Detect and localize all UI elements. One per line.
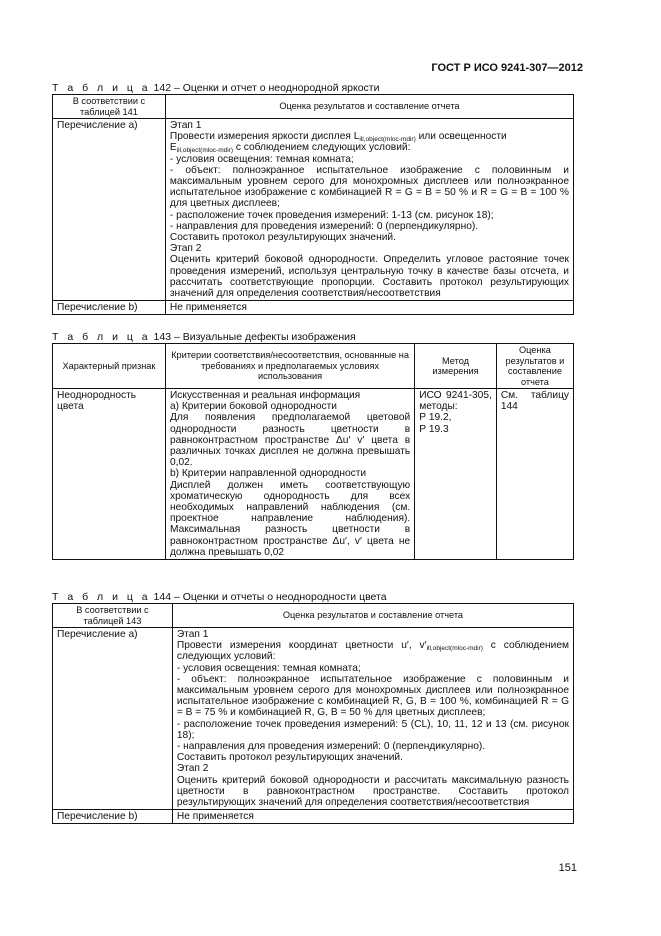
table-row bbox=[53, 119, 574, 301]
stage-label: Этап 2 bbox=[176, 763, 209, 775]
header-cell-criteria: Критерии соответствия/несоответствия, основанные на требованиях и предполагаемых условиях использования bbox=[165, 344, 414, 389]
table-header-row bbox=[53, 604, 574, 628]
text-line: Оценить критерий боковой однородности. Определить угловое растояние точек проведения измерений, используя центральную точку в качестве базы отсчета, и рассчитать соответствующие пропорции. Составить протокол результирующих значений для определения соответствия/несоответствия bbox=[169, 254, 569, 300]
table-caption-prefix: Т а б л и ц а bbox=[52, 591, 151, 603]
header-cell-evaluation: Оценка результатов и составление отчета bbox=[172, 604, 573, 628]
table-144 bbox=[52, 603, 574, 824]
table-row bbox=[53, 389, 574, 560]
row-label: Перечисление b) bbox=[53, 301, 166, 315]
feature-cell: Неоднородность цвета bbox=[53, 389, 166, 560]
table-142-caption bbox=[52, 82, 379, 94]
text-line: Составить протокол результирующих значений. bbox=[176, 752, 403, 764]
evaluation-cell: См. таблицу 144 bbox=[496, 389, 573, 560]
header-cell-evaluation: Оценка результатов и составление отчета bbox=[165, 95, 573, 119]
table-caption-prefix: Т а б л и ц а bbox=[52, 331, 151, 343]
text-line: с соблюдением следующих условий: bbox=[233, 142, 411, 154]
table-143 bbox=[52, 343, 574, 560]
text-line: - расположение точек проведения измерений: 1-13 (см. рисунок 18); bbox=[169, 209, 494, 221]
text-line: а) Критерии боковой однородности bbox=[169, 401, 337, 413]
text-line: или освещенности bbox=[415, 131, 507, 143]
table-caption-prefix: Т а б л и ц а bbox=[52, 82, 151, 94]
table-caption-text: 142 – Оценки и отчет о неоднородной яркости bbox=[153, 82, 380, 94]
text-line: - условия освещения: темная комната; bbox=[176, 662, 361, 674]
row-label: Перечисление а) bbox=[53, 628, 173, 810]
table-caption-text: 143 – Визуальные дефекты изображения bbox=[153, 331, 356, 343]
text-line: Р 19.3 bbox=[419, 423, 449, 435]
stage-label: Этап 1 bbox=[169, 120, 202, 131]
text-line: - объект: полноэкранное испытательное изображение с половинным и максимальным уровнем серого для монохромных дисплеев или полноэкранное испытательное изображение с комбинацией R = G = B = 50 % и R = G = B = 100 % для цветных дисплеев; bbox=[169, 164, 569, 210]
text-line: Составить протокол результирующих значений. bbox=[169, 232, 396, 244]
text-line: - расположение точек проведения измерений: 5 (CL), 10, 11, 12 и 13 (см. рисунок 18); bbox=[176, 718, 569, 741]
table-142 bbox=[52, 94, 574, 315]
text-line: - направления для проведения измерений: 0 (перпендикулярно). bbox=[176, 741, 486, 753]
method-cell bbox=[415, 389, 497, 560]
subscript: ill,object(mloc-mdir) bbox=[176, 147, 234, 155]
text-line: Провести измерения яркости дисплея L bbox=[169, 131, 360, 143]
text-line: Провести измерения координат цветности u′, v′ bbox=[176, 640, 427, 652]
table-row bbox=[53, 810, 574, 824]
text-line: - объект: полноэкранное испытательное изображение с половинным и максимальным уровнем серого для монохромных дисплеев или полноэкранное испытательное изображение с комбинацией R, G, B = 100 %, комбинацией R = G = B = 75 % и комбинацией R, G, B = 50 % для цветных дисплеев; bbox=[176, 673, 569, 719]
standard-number: ГОСТ Р ИСО 9241-307—2012 bbox=[431, 62, 583, 74]
header-cell-method: Метод измерения bbox=[415, 344, 497, 389]
text-line: - условия освещения: темная комната; bbox=[169, 153, 354, 165]
text-line: Дисплей должен иметь соответствующую хроматическую однородность для всех необходимых направлений наблюдения (см. проектное направление наблюдения). Максимальная разность цветности в равноконтрастном пространстве Δu′, v′ цвета не должна превышать 0,02 bbox=[169, 479, 411, 558]
header-cell-evaluation: Оценка результатов и составление отчета bbox=[496, 344, 573, 389]
table-header-row bbox=[53, 95, 574, 119]
table-143-caption bbox=[52, 331, 356, 343]
page-number: 151 bbox=[558, 862, 577, 874]
table-row bbox=[53, 628, 574, 810]
text-line: Р 19.2, bbox=[419, 412, 452, 424]
text-line: Оценить критерий боковой однородности и рассчитать максимальную разность цветности в равноконтрастном пространстве. Составить протокол результирующих значений для определения соответствия/несоответствия bbox=[176, 774, 569, 809]
subscript: ill,object(mloc-mdir) bbox=[426, 645, 483, 653]
text-line: E bbox=[169, 142, 177, 154]
row-label: Перечисление b) bbox=[53, 810, 173, 824]
header-cell-feature: Характерный признак bbox=[53, 344, 166, 389]
header-cell-reference: В соответствии с таблицей 143 bbox=[53, 604, 173, 628]
criteria-cell bbox=[165, 389, 414, 560]
table-row bbox=[53, 301, 574, 315]
text-line: b) Критерии направленной однородности bbox=[169, 468, 367, 480]
text-line: Для появления предполагаемой цветовой однородности разность цветности в равноконтрастном пространстве Δu′ v′ цвета в различных точках дисплея не должна превышать 0,02. bbox=[169, 412, 411, 469]
row-content: Не применяется bbox=[172, 810, 573, 824]
row-content bbox=[165, 119, 573, 301]
header-cell-reference: В соответствии с таблицей 141 bbox=[53, 95, 166, 119]
text-line: - направления для проведения измерений: 0 (перпендикулярно). bbox=[169, 220, 479, 232]
stage-label: Этап 1 bbox=[176, 629, 209, 640]
text-line: Искусственная и реальная информация bbox=[169, 390, 361, 401]
row-content bbox=[172, 628, 573, 810]
subscript: ill,object(mloc-mdir) bbox=[359, 136, 416, 144]
table-header-row bbox=[53, 344, 574, 389]
table-144-caption bbox=[52, 591, 387, 603]
stage-label: Этап 2 bbox=[169, 243, 202, 255]
text-line: с соблюдением следующих условий: bbox=[176, 640, 570, 663]
text-line: ИСО 9241-305, методы: bbox=[419, 390, 492, 413]
row-label: Перечисление а) bbox=[53, 119, 166, 301]
row-content: Не применяется bbox=[165, 301, 573, 315]
table-caption-text: 144 – Оценки и отчеты о неоднородности цвета bbox=[153, 591, 387, 603]
